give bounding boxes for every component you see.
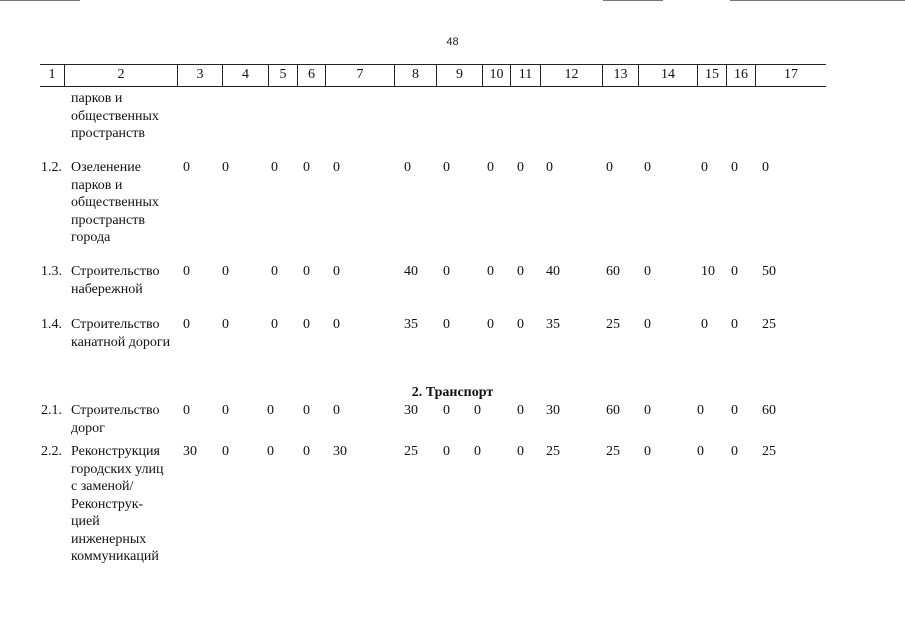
row-value: 0 bbox=[303, 403, 310, 418]
row-value: 0 bbox=[443, 264, 450, 279]
row-number: 2.2. bbox=[41, 444, 62, 459]
row-name: Строительство дорог bbox=[71, 403, 160, 436]
row-number: 1.4. bbox=[41, 317, 62, 332]
row-value: 0 bbox=[404, 160, 411, 175]
row-value: 0 bbox=[443, 317, 450, 332]
row-value: 0 bbox=[546, 160, 553, 175]
row-value: 0 bbox=[222, 403, 229, 418]
row-value: 0 bbox=[303, 264, 310, 279]
row-value: 25 bbox=[762, 317, 776, 332]
column-header: 11 bbox=[510, 65, 540, 86]
row-number: 2.1. bbox=[41, 403, 62, 418]
continuation-row-name: парков и общественных пространств bbox=[71, 91, 159, 141]
section-title: 2. Транспорт bbox=[411, 385, 494, 400]
row-value: 25 bbox=[404, 444, 418, 459]
top-edge-rule-left bbox=[0, 0, 80, 1]
row-value: 0 bbox=[271, 317, 278, 332]
row-value: 0 bbox=[731, 444, 738, 459]
column-header: 7 bbox=[325, 65, 394, 86]
row-value: 0 bbox=[303, 317, 310, 332]
row-value: 0 bbox=[487, 160, 494, 175]
row-value: 0 bbox=[333, 403, 340, 418]
row-value: 0 bbox=[183, 403, 190, 418]
row-value: 0 bbox=[644, 264, 651, 279]
row-value: 0 bbox=[183, 264, 190, 279]
row-value: 0 bbox=[183, 317, 190, 332]
row-number: 1.2. bbox=[41, 160, 62, 175]
row-value: 50 bbox=[762, 264, 776, 279]
row-value: 0 bbox=[517, 264, 524, 279]
row-value: 25 bbox=[762, 444, 776, 459]
column-header: 3 bbox=[177, 65, 222, 86]
row-value: 0 bbox=[517, 160, 524, 175]
page-number: 48 bbox=[446, 36, 459, 48]
row-value: 0 bbox=[222, 444, 229, 459]
row-name: Озеленение парков и общественных пространств города bbox=[71, 160, 159, 245]
top-edge-rule-right bbox=[730, 0, 905, 1]
row-value: 35 bbox=[404, 317, 418, 332]
row-value: 0 bbox=[701, 317, 708, 332]
column-header: 9 bbox=[436, 65, 482, 86]
column-header: 4 bbox=[222, 65, 268, 86]
row-name: Строительство набережной bbox=[71, 264, 160, 297]
row-value: 0 bbox=[701, 160, 708, 175]
row-value: 60 bbox=[606, 264, 620, 279]
row-value: 30 bbox=[404, 403, 418, 418]
column-header: 15 bbox=[697, 65, 726, 86]
row-value: 0 bbox=[271, 264, 278, 279]
row-value: 0 bbox=[644, 403, 651, 418]
column-header: 14 bbox=[638, 65, 697, 86]
row-value: 0 bbox=[697, 444, 704, 459]
column-header: 2 bbox=[64, 65, 177, 86]
row-value: 0 bbox=[762, 160, 769, 175]
row-value: 0 bbox=[487, 317, 494, 332]
row-value: 60 bbox=[606, 403, 620, 418]
row-value: 60 bbox=[762, 403, 776, 418]
row-name: Строительство канатной дороги bbox=[71, 317, 171, 350]
column-header: 12 bbox=[540, 65, 602, 86]
column-header: 16 bbox=[726, 65, 755, 86]
row-value: 25 bbox=[546, 444, 560, 459]
column-header: 10 bbox=[482, 65, 510, 86]
column-header: 5 bbox=[268, 65, 297, 86]
row-value: 0 bbox=[222, 160, 229, 175]
row-value: 0 bbox=[731, 317, 738, 332]
row-value: 0 bbox=[222, 317, 229, 332]
row-value: 0 bbox=[697, 403, 704, 418]
column-header: 13 bbox=[602, 65, 638, 86]
row-value: 0 bbox=[267, 444, 274, 459]
row-value: 0 bbox=[267, 403, 274, 418]
row-name: Реконструкция городских улиц с заменой/ Реконструк- цией инженерных коммуникаций bbox=[71, 444, 164, 564]
row-value: 0 bbox=[474, 444, 481, 459]
row-value: 0 bbox=[731, 264, 738, 279]
row-value: 0 bbox=[333, 317, 340, 332]
row-value: 0 bbox=[183, 160, 190, 175]
row-value: 30 bbox=[546, 403, 560, 418]
row-value: 0 bbox=[731, 403, 738, 418]
column-header-row bbox=[40, 64, 826, 87]
row-value: 0 bbox=[443, 160, 450, 175]
row-value: 40 bbox=[546, 264, 560, 279]
row-value: 0 bbox=[271, 160, 278, 175]
row-value: 0 bbox=[606, 160, 613, 175]
row-value: 0 bbox=[644, 317, 651, 332]
row-value: 0 bbox=[333, 160, 340, 175]
column-header: 8 bbox=[394, 65, 436, 86]
row-value: 25 bbox=[606, 317, 620, 332]
row-value: 30 bbox=[333, 444, 347, 459]
row-value: 25 bbox=[606, 444, 620, 459]
row-value: 0 bbox=[731, 160, 738, 175]
row-value: 0 bbox=[222, 264, 229, 279]
row-value: 0 bbox=[487, 264, 494, 279]
row-value: 0 bbox=[303, 444, 310, 459]
row-value: 0 bbox=[303, 160, 310, 175]
column-header: 17 bbox=[755, 65, 826, 86]
column-header: 1 bbox=[48, 67, 56, 82]
row-value: 10 bbox=[701, 264, 715, 279]
column-header: 6 bbox=[297, 65, 325, 86]
row-value: 30 bbox=[183, 444, 197, 459]
row-value: 40 bbox=[404, 264, 418, 279]
row-value: 35 bbox=[546, 317, 560, 332]
row-value: 0 bbox=[443, 444, 450, 459]
row-value: 0 bbox=[517, 444, 524, 459]
row-value: 0 bbox=[517, 317, 524, 332]
row-value: 0 bbox=[443, 403, 450, 418]
row-value: 0 bbox=[644, 444, 651, 459]
row-number: 1.3. bbox=[41, 264, 62, 279]
row-value: 0 bbox=[517, 403, 524, 418]
top-edge-rule-mid bbox=[603, 0, 663, 1]
row-value: 0 bbox=[644, 160, 651, 175]
row-value: 0 bbox=[474, 403, 481, 418]
row-value: 0 bbox=[333, 264, 340, 279]
